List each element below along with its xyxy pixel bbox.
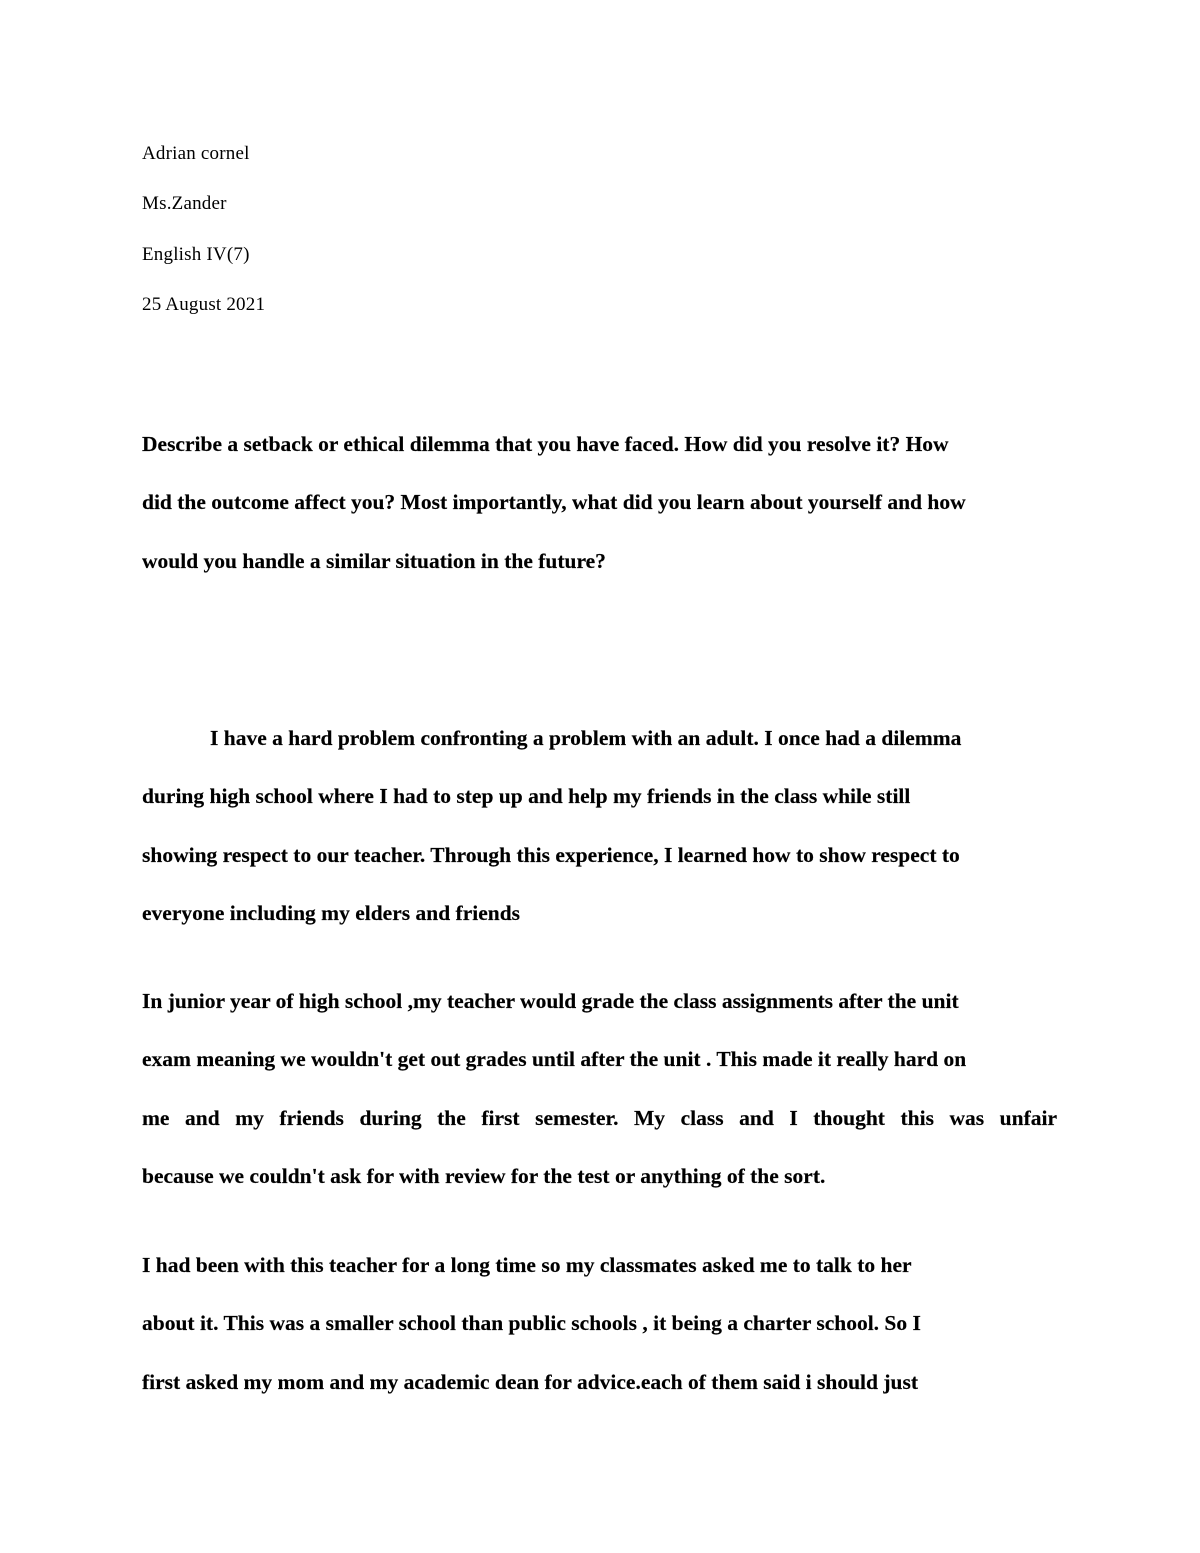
prompt-line: Describe a setback or ethical dilemma that you have faced. How did you resolve it? How — [142, 432, 949, 456]
paragraph-line: because we couldn't ask for with review for the test or anything of the sort. — [142, 1164, 826, 1188]
paragraph-line: exam meaning we wouldn't get out grades until after the unit . This made it really hard on — [142, 1047, 967, 1071]
paragraph-line: me and my friends during the first semester. My class and I thought this was unfair — [142, 1106, 1057, 1130]
document-date: 25 August 2021 — [142, 294, 266, 315]
paragraph-line: showing respect to our teacher. Through this experience, I learned how to show respect to — [142, 843, 960, 867]
course-name: English IV(7) — [142, 244, 250, 265]
paragraph-line: during high school where I had to step up and help my friends in the class while still — [142, 784, 911, 808]
paragraph-line: I have a hard problem confronting a problem with an adult. I once had a dilemma — [210, 726, 962, 750]
paragraph-line: I had been with this teacher for a long time so my classmates asked me to talk to her — [142, 1253, 912, 1277]
prompt-line: did the outcome affect you? Most importantly, what did you learn about yourself and how — [142, 490, 966, 514]
paragraph-line: In junior year of high school ,my teacher would grade the class assignments after the unit — [142, 989, 959, 1013]
paragraph-line: first asked my mom and my academic dean for advice.each of them said i should just — [142, 1370, 918, 1394]
prompt-line: would you handle a similar situation in the future? — [142, 549, 606, 573]
paragraph-line: everyone including my elders and friends — [142, 901, 521, 925]
student-name: Adrian cornel — [142, 143, 250, 164]
paragraph-line: about it. This was a smaller school than public schools , it being a charter school. So I — [142, 1311, 921, 1335]
teacher-name: Ms.Zander — [142, 193, 227, 214]
